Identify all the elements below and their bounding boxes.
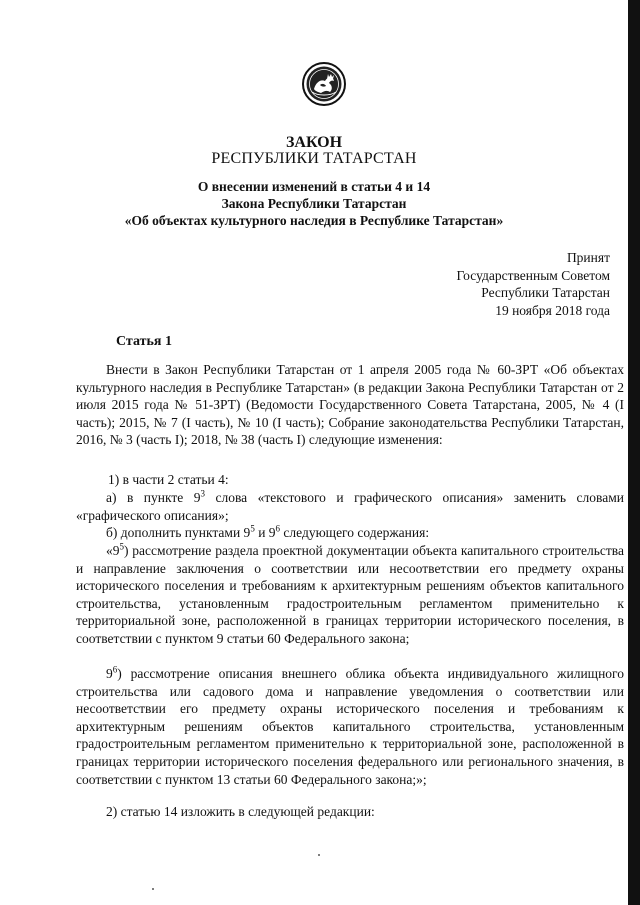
scan-speck: [318, 854, 320, 856]
adoption-line-3: Республики Татарстан: [481, 285, 610, 300]
list-item-2: 2) статью 14 изложить в следующей редакции:: [106, 804, 375, 819]
point-9-6-paragraph: [76, 665, 624, 788]
point-9-6-text: ) рассмотрение описания внешнего облика объекта индивидуального жилищного строительства или садового дома и направление уведомления о соответствии или несоответствии его предмету охраны исторического поселения и требованиям к архитектурным решениям объектов капитального строительства, установленным градостроительным регламентом применительно к территориальной зоне, расположенной в границах территории исторического поселения федерального или регионального значения, в соответствии с пунктом 13 статьи 60 Федерального закона;»;: [76, 666, 624, 787]
adoption-date: 19 ноября 2018 года: [495, 302, 610, 318]
law-heading: ЗАКОН: [285, 134, 343, 151]
point-9-5-prefix: «9: [106, 543, 120, 558]
item-a-prefix: а) в пункте 9: [106, 490, 201, 505]
article-intro-paragraph: Внести в Закон Республики Татарстан от 1 апреля 2005 года № 60-ЗРТ «Об объектах культурного наследия в Республике Татарстан» (в редакции Закона Республики Татарстан от 2 июля 2015 года № 51-ЗРТ) (Ведомости Государственного Совета Татарстана, 2005, № 4 (I часть); 2015, № 7 (I часть), № 10 (I часть); Собрание законодательства Республики Татарстан, 2016, № 3 (часть I); 2018, № 38 (часть I) следующие изменения:: [76, 362, 624, 448]
list-item-a: [76, 489, 624, 524]
scan-speck: [152, 888, 154, 890]
point-9-6-prefix: 9: [106, 666, 113, 681]
scan-edge-border: [628, 0, 640, 905]
item-b-superscript-1: 5: [250, 523, 255, 534]
item-b-superscript-2: 6: [275, 523, 281, 534]
tatarstan-coat-of-arms-icon: [302, 62, 346, 106]
article-heading: Статья 1: [116, 334, 172, 349]
item-a-text: слова «текстового и графического описания» заменить словами «графического описания»;: [76, 490, 624, 523]
point-9-5-paragraph: [76, 542, 624, 648]
item-b-middle: и 9: [254, 525, 276, 540]
list-item-1: 1) в части 2 статьи 4:: [108, 472, 229, 487]
point-9-5-text: ) рассмотрение раздела проектной документации объекта капитального строительства и направление заключения о соответствии или несоответствии его предмету охраны исторического поселения и требованиям к архитектурным решениям объектов капитального строительства, установленным градостроительным регламентом применительно к территориальной зоне, расположенной в границах территории исторического поселения, в соответствии с пунктом 9 статьи 60 Федерального закона;: [76, 543, 624, 646]
item-b-prefix: б) дополнить пунктами 9: [106, 525, 251, 540]
item-a-superscript: 3: [200, 488, 205, 499]
republic-heading: РЕСПУБЛИКИ ТАТАРСТАН: [211, 150, 417, 167]
adoption-line-1: Принят: [566, 250, 610, 265]
law-subtitle-line-1: О внесении изменений в статьи 4 и 14: [197, 179, 431, 194]
adoption-block: [457, 249, 610, 319]
list-item-b: [76, 524, 624, 542]
point-9-6-superscript: 6: [112, 664, 118, 675]
law-subtitle-line-2: Закона Республики Татарстан: [221, 196, 407, 211]
law-subtitle-line-3: «Об объектах культурного наследия в Республике Татарстан»: [124, 213, 504, 228]
point-9-5-superscript: 5: [119, 541, 124, 552]
adoption-line-2: Государственным Советом: [456, 267, 610, 283]
item-b-text: следующего содержания:: [280, 525, 430, 540]
